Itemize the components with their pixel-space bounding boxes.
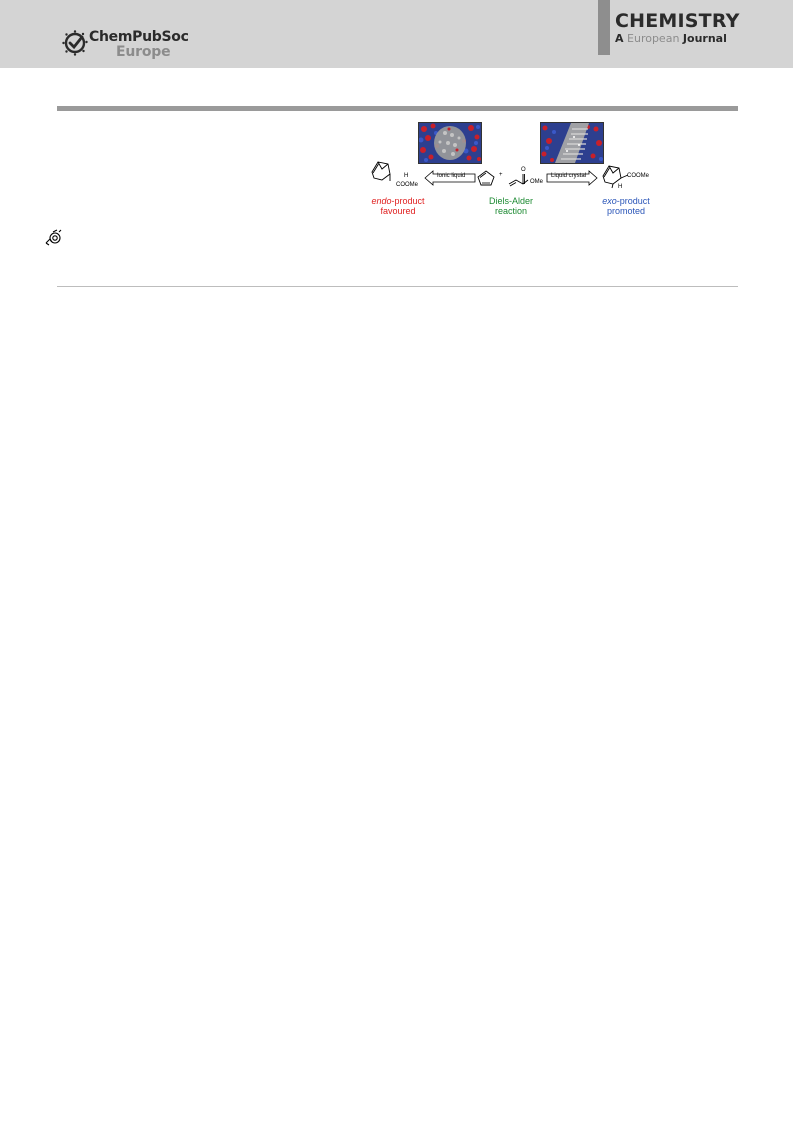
- publisher-region: Europe: [116, 44, 171, 60]
- section-divider-thick: [57, 106, 738, 111]
- journal-header: [0, 0, 793, 68]
- endo-ester-label: COOMe: [396, 182, 419, 188]
- endo-product-structure: [368, 154, 398, 188]
- ester-ome-label: OMe: [530, 179, 544, 185]
- exo-caption-italic: exo: [602, 196, 617, 206]
- journal-subtitle: [615, 32, 727, 45]
- chempubsoc-star-icon: [62, 30, 88, 56]
- journal-sub-a: A: [615, 32, 624, 45]
- endo-caption-rest: -product: [391, 196, 425, 206]
- toc-marker-icon: [44, 229, 64, 247]
- exo-caption-line2: promoted: [606, 206, 646, 216]
- endo-caption: [368, 196, 428, 216]
- exo-caption-rest: -product: [616, 196, 650, 206]
- endo-caption-italic: endo: [371, 196, 392, 206]
- section-divider-thin: [57, 286, 738, 287]
- ionic-liquid-label: Ionic liquid: [437, 173, 466, 179]
- cyclopentadiene-structure: [476, 169, 496, 187]
- exo-caption: [596, 196, 656, 216]
- reaction-caption-line2: reaction: [494, 206, 528, 216]
- journal-accent-bar: [598, 0, 610, 55]
- plus-sign: +: [499, 172, 503, 178]
- ionic-liquid-snapshot: [418, 122, 482, 164]
- journal-title[interactable]: CHEMISTRY: [615, 10, 740, 32]
- reaction-caption: [480, 196, 542, 216]
- endo-h-label: H: [404, 173, 409, 179]
- endo-caption-line2: favoured: [380, 206, 416, 216]
- reaction-caption-line1: Diels-Alder: [488, 196, 533, 206]
- carbonyl-o-label: O: [521, 167, 526, 173]
- exo-h-label: H: [618, 184, 623, 190]
- toc-graphic: [360, 116, 660, 226]
- journal-sub-european: European: [627, 32, 680, 45]
- publisher-name: ChemPubSoc: [89, 29, 189, 45]
- exo-ester-label: COOMe: [627, 173, 650, 179]
- journal-sub-journal: Journal: [682, 32, 727, 45]
- liquid-crystal-label: Liquid crystal: [551, 173, 587, 179]
- liquid-crystal-snapshot: [540, 122, 604, 164]
- exo-product-structure: [600, 158, 630, 190]
